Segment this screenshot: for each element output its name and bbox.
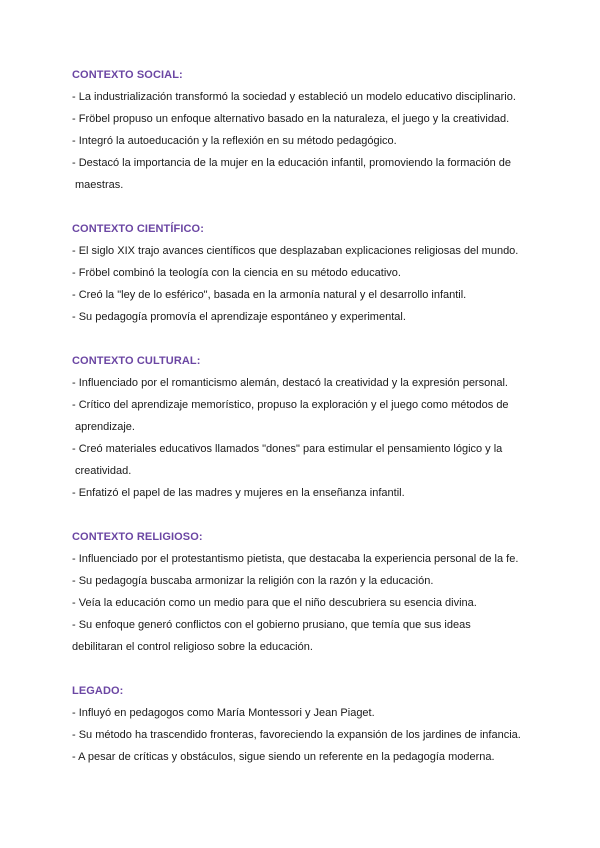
text-line: - Fröbel propuso un enfoque alternativo basado en la naturaleza, el juego y la creatividad.: [72, 113, 510, 125]
text-line: - Influenciado por el protestantismo pietista, que destacaba la experiencia personal de la fe.: [72, 553, 519, 565]
text-line: - Enfatizó el papel de las madres y mujeres en la enseñanza infantil.: [72, 487, 405, 499]
section-contexto-religioso: [72, 526, 532, 658]
text-line: - Integró la autoeducación y la reflexión en su método pedagógico.: [72, 135, 397, 147]
section-contexto-cultural: [72, 350, 532, 504]
text-line: - Su pedagogía buscaba armonizar la religión con la razón y la educación.: [72, 575, 434, 587]
section-body: [72, 372, 532, 504]
section-contexto-social: [72, 64, 532, 196]
section-heading: CONTEXTO CULTURAL:: [72, 355, 201, 367]
section-heading: CONTEXTO CIENTÍFICO:: [72, 223, 204, 235]
text-line: - Su pedagogía promovía el aprendizaje espontáneo y experimental.: [72, 311, 406, 323]
text-line: maestras.: [75, 179, 124, 191]
section-heading: CONTEXTO RELIGIOSO:: [72, 531, 203, 543]
text-line: - Su enfoque generó conflictos con el gobierno prusiano, que temía que sus ideas: [72, 619, 471, 631]
section-body: [72, 548, 532, 658]
section-heading: LEGADO:: [72, 685, 124, 697]
text-line: - Creó la "ley de lo esférico", basada en la armonía natural y el desarrollo infantil.: [72, 289, 467, 301]
text-line: - Fröbel combinó la teología con la ciencia en su método educativo.: [72, 267, 401, 279]
section-body: [72, 240, 532, 328]
text-line: - El siglo XIX trajo avances científicos que desplazaban explicaciones religiosas del mundo.: [72, 245, 519, 257]
text-line: - La industrialización transformó la sociedad y estableció un modelo educativo disciplinario.: [72, 91, 516, 103]
section-heading: CONTEXTO SOCIAL:: [72, 69, 183, 81]
text-line: - Crítico del aprendizaje memorístico, propuso la exploración y el juego como métodos de: [72, 399, 509, 411]
text-line: - Influyó en pedagogos como María Montessori y Jean Piaget.: [72, 707, 375, 719]
text-line: debilitaran el control religioso sobre la educación.: [72, 641, 313, 653]
text-line: - Influenciado por el romanticismo alemán, destacó la creatividad y la expresión personal.: [72, 377, 508, 389]
section-body: [72, 702, 532, 768]
section-legado: [72, 680, 532, 768]
text-line: - A pesar de críticas y obstáculos, sigue siendo un referente en la pedagogía moderna.: [72, 751, 495, 763]
text-line: - Creó materiales educativos llamados "dones" para estimular el pensamiento lógico y la: [72, 443, 503, 455]
text-line: - Destacó la importancia de la mujer en la educación infantil, promoviendo la formación de: [72, 157, 512, 169]
section-contexto-cientifico: [72, 218, 532, 328]
document-page: [72, 64, 532, 790]
text-line: - Su método ha trascendido fronteras, favoreciendo la expansión de los jardines de infancia.: [72, 729, 521, 741]
text-line: creatividad.: [75, 465, 132, 477]
text-line: aprendizaje.: [75, 421, 135, 433]
section-body: [72, 86, 532, 196]
text-line: - Veía la educación como un medio para que el niño descubriera su esencia divina.: [72, 597, 477, 609]
